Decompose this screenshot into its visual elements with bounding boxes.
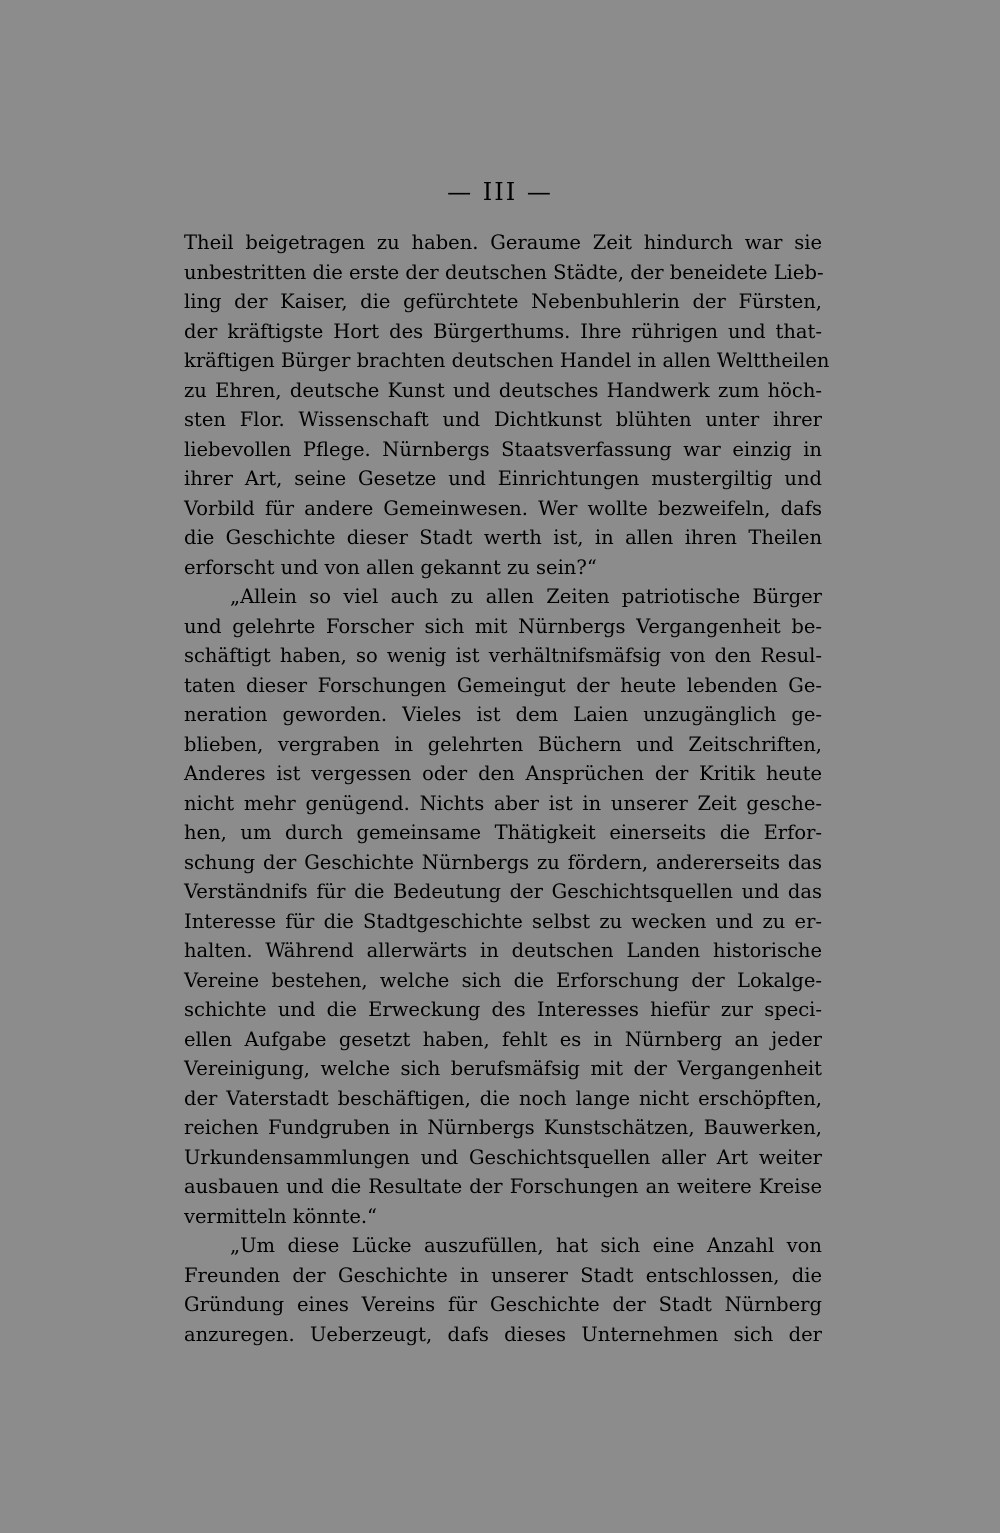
text-line: schung der Geschichte Nürnbergs zu fördern, andererseits das [184, 850, 822, 874]
text-line: schäftigt haben, so wenig ist verhältnifsmäfsig von den Resul- [184, 644, 822, 667]
body-text [184, 228, 830, 1349]
text-line: Anderes ist vergessen oder den Ansprüchen der Kritik heute [184, 762, 822, 785]
page-number: — III — [447, 178, 553, 206]
text-line: Urkundensammlungen und Geschichtsquellen aller Art weiter [184, 1145, 822, 1169]
text-line: Theil beigetragen zu haben. Geraume Zeit hindurch war sie [184, 231, 822, 254]
text-line: blieben, vergraben in gelehrten Büchern und Zeitschriften, [184, 732, 822, 756]
text-line: reichen Fundgruben in Nürnbergs Kunstschätzen, Bauwerken, [184, 1116, 822, 1139]
text-line: Vereinigung, welche sich berufsmäfsig mit der Vergangenheit [184, 1057, 822, 1080]
text-line: erforscht und von allen gekannt zu sein?“ [184, 555, 597, 579]
text-line: und gelehrte Forscher sich mit Nürnbergs Vergangenheit be- [184, 614, 822, 638]
text-line: zu Ehren, deutsche Kunst und deutsches Handwerk zum höch- [184, 378, 822, 402]
text-line: nicht mehr genügend. Nichts aber ist in unserer Zeit gesche- [184, 791, 822, 815]
text-line: neration geworden. Vieles ist dem Laien unzugänglich ge- [184, 703, 822, 726]
text-line: unbestritten die erste der deutschen Städte, der beneidete Lieb- [184, 260, 824, 284]
text-line: Freunden der Geschichte in unserer Stadt entschlossen, die [184, 1263, 822, 1287]
text-line: Verständnifs für die Bedeutung der Geschichtsquellen und das [184, 880, 822, 903]
text-line: der kräftigste Hort des Bürgerthums. Ihre rührigen und that- [184, 319, 822, 343]
text-line: anzuregen. Ueberzeugt, dafs dieses Unternehmen sich der [184, 1322, 822, 1346]
text-line: ling der Kaiser, die gefürchtete Nebenbuhlerin der Fürsten, [184, 290, 822, 313]
text-line: Vorbild für andere Gemeinwesen. Wer wollte bezweifeln, dafs [184, 496, 822, 520]
text-line: schichte und die Erweckung des Interesses hiefür zur speci- [184, 998, 822, 1021]
text-line: sten Flor. Wissenschaft und Dichtkunst blühten unter ihrer [184, 408, 822, 431]
text-line: „Um diese Lücke auszufüllen, hat sich eine Anzahl von [230, 1234, 822, 1257]
text-line: Gründung eines Vereins für Geschichte der Stadt Nürnberg [184, 1293, 822, 1316]
text-line: ihrer Art, seine Gesetze und Einrichtungen mustergiltig und [184, 467, 822, 490]
text-line: taten dieser Forschungen Gemeingut der heute lebenden Ge- [184, 673, 822, 697]
text-line: liebevollen Pflege. Nürnbergs Staatsverfassung war einzig in [184, 437, 822, 461]
text-line: vermitteln könnte.“ [184, 1204, 378, 1228]
text-line: ellen Aufgabe gesetzt haben, fehlt es in Nürnberg an jeder [184, 1027, 822, 1051]
text-line: Interesse für die Stadtgeschichte selbst zu wecken und zu er- [184, 909, 822, 933]
text-line: „Allein so viel auch zu allen Zeiten patriotische Bürger [230, 585, 822, 608]
text-line: hen, um durch gemeinsame Thätigkeit einerseits die Erfor- [184, 821, 822, 844]
text-line: halten. Während allerwärts in deutschen Landen historische [184, 939, 822, 962]
text-line: der Vaterstadt beschäftigen, die noch lange nicht erschöpften, [184, 1086, 822, 1110]
text-line: ausbauen und die Resultate der Forschungen an weitere Kreise [184, 1175, 822, 1198]
text-line: die Geschichte dieser Stadt werth ist, in allen ihren Theilen [184, 526, 822, 549]
text-line: kräftigen Bürger brachten deutschen Handel in allen Welttheilen [184, 349, 830, 372]
text-line: Vereine bestehen, welche sich die Erforschung der Lokalge- [184, 968, 822, 992]
